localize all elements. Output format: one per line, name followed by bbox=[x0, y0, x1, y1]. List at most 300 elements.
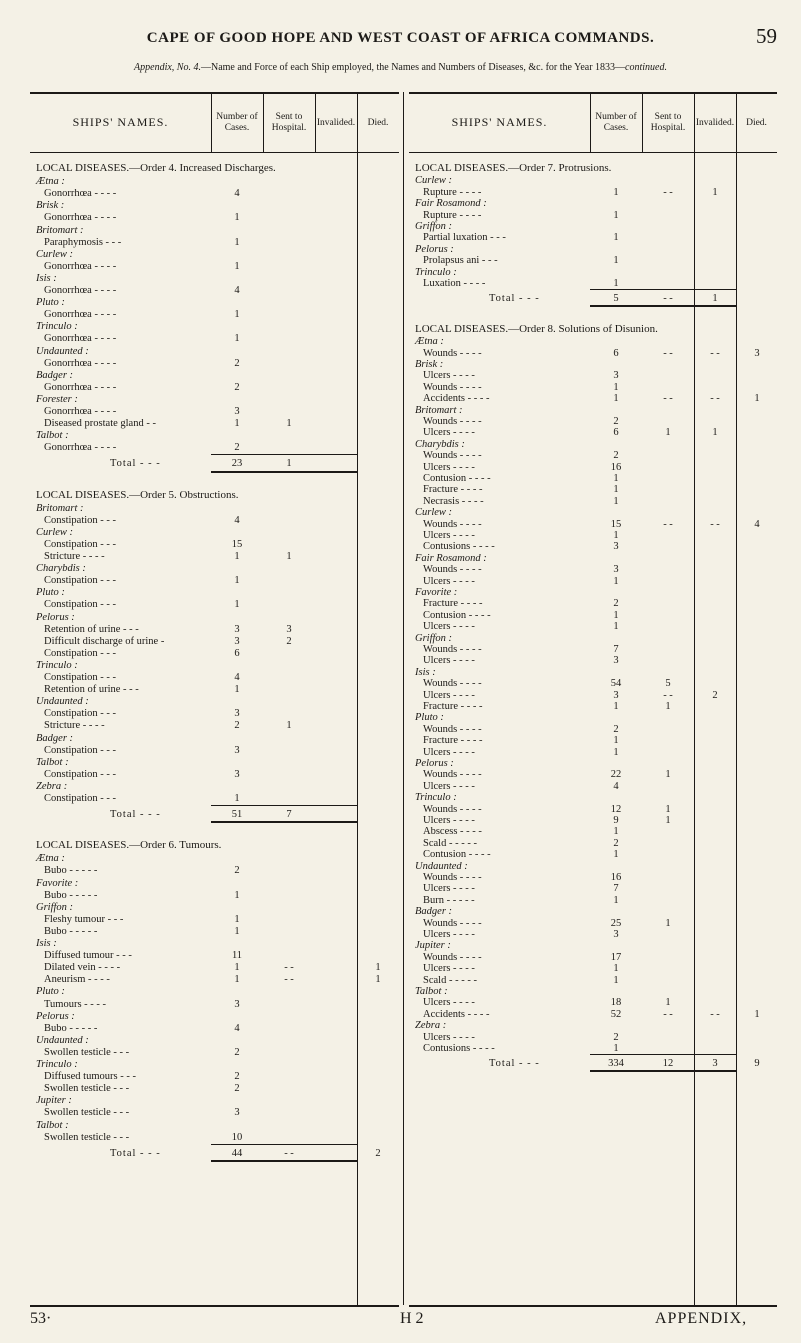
cases-value: 7 bbox=[613, 883, 619, 895]
invalided-value: - - bbox=[710, 347, 720, 359]
section-heading: LOCAL DISEASES.—Order 7. Protrusions. bbox=[415, 162, 612, 174]
cases-value: 2 bbox=[613, 1031, 619, 1043]
disease-label: Ulcers - - - - bbox=[423, 427, 475, 439]
disease-label: Wounds - - - - bbox=[423, 416, 482, 427]
hospital-header: Sent to Hospital. bbox=[263, 94, 315, 153]
disease-label: Retention of urine - - - bbox=[44, 623, 139, 635]
cases-value: 1 bbox=[613, 701, 619, 712]
cases-value: 1 bbox=[613, 735, 619, 747]
disease-label: Ulcers - - - - bbox=[423, 655, 475, 667]
ship-name: Fair Rosamond : bbox=[415, 198, 487, 210]
died-value: 1 bbox=[375, 962, 381, 974]
ship-name: Trinculo : bbox=[415, 266, 457, 278]
ship-name: Charybdis : bbox=[36, 563, 86, 575]
cases-value: 1 bbox=[234, 551, 240, 562]
disease-label: Wounds - - - - bbox=[423, 917, 482, 929]
died-value: 1 bbox=[754, 393, 760, 405]
hospital-value: 1 bbox=[665, 803, 671, 815]
cases-value: 1 bbox=[613, 209, 619, 221]
disease-label: Ulcers - - - - bbox=[423, 929, 475, 940]
invalided-value: - - bbox=[710, 1008, 720, 1020]
disease-label: Wounds - - - - bbox=[423, 723, 482, 735]
cases-value: 3 bbox=[234, 768, 240, 780]
cases-value: 15 bbox=[610, 518, 622, 530]
disease-label: Swollen testicle - - - bbox=[44, 1046, 130, 1058]
total-cases: 334 bbox=[608, 1058, 624, 1070]
cases-value: 4 bbox=[234, 514, 240, 526]
cases-value: 3 bbox=[234, 623, 240, 635]
disease-label: Diffused tumour - - - bbox=[44, 950, 132, 962]
disease-label: Accidents - - - - bbox=[423, 1008, 490, 1020]
ship-name: Griffon : bbox=[415, 221, 453, 232]
disease-label: Rupture - - - - bbox=[423, 209, 482, 221]
total-invalided: 1 bbox=[712, 293, 718, 305]
ships-header-right: SHIPS' NAMES. bbox=[409, 94, 590, 153]
ship-name: Griffon : bbox=[36, 901, 74, 913]
ship-name: Talbot : bbox=[36, 430, 69, 442]
disease-label: Bubo - - - - - bbox=[44, 1022, 98, 1034]
died-value: 1 bbox=[375, 974, 381, 986]
cases-value: 2 bbox=[613, 837, 619, 849]
cases-value: 2 bbox=[613, 598, 619, 610]
cases-value: 1 bbox=[613, 621, 619, 633]
hospital-value: - - bbox=[284, 962, 294, 974]
total-cases: 5 bbox=[613, 293, 619, 305]
ship-name: Undaunted : bbox=[36, 345, 89, 357]
ship-name: Pelorus : bbox=[415, 243, 454, 255]
disease-label: Ulcers - - - - bbox=[423, 530, 475, 541]
cases-value: 3 bbox=[613, 929, 619, 940]
invalided-value: - - bbox=[710, 518, 720, 530]
ship-name: Pelorus : bbox=[36, 1010, 75, 1022]
total-rule bbox=[590, 289, 736, 290]
cases-value: 2 bbox=[234, 1046, 240, 1058]
disease-label: Ulcers - - - - bbox=[423, 746, 475, 758]
cases-value: 1 bbox=[234, 418, 240, 430]
disease-label: Stricture - - - - bbox=[44, 720, 105, 732]
disease-label: Gonorrhœa - - - - bbox=[44, 381, 117, 393]
ship-name: Brisk : bbox=[415, 359, 444, 370]
died-value: 1 bbox=[754, 1008, 760, 1020]
invalided-header: Invalided. bbox=[315, 94, 357, 153]
hospital-value: - - bbox=[663, 186, 673, 198]
ship-name: Pluto : bbox=[36, 986, 65, 998]
ship-name: Pluto : bbox=[36, 297, 65, 309]
disease-label: Constipation - - - bbox=[44, 708, 117, 720]
invalided-value: 2 bbox=[712, 689, 718, 701]
cases-value: 2 bbox=[613, 450, 619, 462]
total-died: 9 bbox=[754, 1058, 760, 1070]
total-rule bbox=[211, 805, 357, 806]
disease-label: Dilated vein - - - - bbox=[44, 962, 121, 974]
disease-label: Fracture - - - - bbox=[423, 598, 483, 610]
disease-label: Tumours - - - - bbox=[44, 998, 107, 1010]
section-rule bbox=[211, 471, 357, 473]
disease-label: Wounds - - - - bbox=[423, 803, 482, 815]
ship-name: Charybdis : bbox=[415, 438, 465, 450]
ship-name: Trinculo : bbox=[36, 1059, 78, 1070]
ship-name: Isis : bbox=[415, 666, 436, 678]
total-invalided: 3 bbox=[712, 1058, 718, 1070]
disease-label: Fleshy tumour - - - bbox=[44, 913, 124, 925]
cases-value: 2 bbox=[234, 720, 240, 732]
disease-label: Fracture - - - - bbox=[423, 484, 483, 496]
disease-label: Gonorrhœa - - - - bbox=[44, 260, 117, 272]
died-header: Died. bbox=[357, 94, 399, 153]
ship-name: Pelorus : bbox=[415, 758, 454, 769]
ship-name: Britomart : bbox=[36, 224, 84, 236]
disease-label: Contusion - - - - bbox=[423, 609, 491, 621]
disease-label: Contusion - - - - bbox=[423, 849, 491, 861]
disease-label: Constipation - - - bbox=[44, 647, 117, 659]
cases-value: 54 bbox=[610, 678, 622, 690]
cases-header-right: Number of Cases. bbox=[590, 94, 642, 153]
disease-label: Gonorrhœa - - - - bbox=[44, 309, 117, 321]
disease-label: Contusions - - - - bbox=[423, 541, 495, 553]
disease-label: Ulcers - - - - bbox=[423, 461, 475, 473]
cases-value: 1 bbox=[234, 925, 240, 937]
cases-value: 3 bbox=[613, 564, 619, 576]
disease-label: Gonorrhœa - - - - bbox=[44, 285, 117, 296]
ship-name: Isis : bbox=[36, 272, 57, 284]
disease-label: Retention of urine - - - bbox=[44, 684, 139, 696]
disease-label: Partial luxation - - - bbox=[423, 232, 506, 244]
disease-label: Constipation - - - bbox=[44, 538, 117, 550]
disease-label: Aneurism - - - - bbox=[44, 974, 110, 986]
disease-label: Ulcers - - - - bbox=[423, 815, 475, 826]
cases-value: 4 bbox=[234, 1022, 240, 1034]
invalided-value: 1 bbox=[712, 427, 718, 439]
cases-value: 6 bbox=[234, 647, 240, 659]
disease-label: Constipation - - - bbox=[44, 793, 117, 804]
left-table bbox=[30, 92, 399, 1307]
cases-value: 16 bbox=[610, 872, 622, 883]
right-table bbox=[409, 92, 777, 1307]
cases-value: 1 bbox=[613, 381, 619, 393]
disease-label: Wounds - - - - bbox=[423, 769, 482, 781]
ship-name: Curlew : bbox=[36, 248, 74, 260]
section-rule bbox=[590, 305, 736, 307]
hospital-value: 2 bbox=[286, 635, 292, 647]
cases-value: 1 bbox=[234, 974, 240, 986]
hospital-value: - - bbox=[284, 974, 294, 986]
cases-value: 1 bbox=[613, 186, 619, 198]
disease-label: Difficult discharge of urine - bbox=[44, 635, 165, 647]
cases-value: 2 bbox=[234, 442, 240, 454]
cases-value: 1 bbox=[234, 962, 240, 974]
cases-value: 11 bbox=[231, 950, 243, 962]
cases-value: 1 bbox=[613, 393, 619, 405]
disease-label: Constipation - - - bbox=[44, 744, 117, 756]
disease-label: Wounds - - - - bbox=[423, 381, 482, 393]
ship-name: Trinculo : bbox=[36, 321, 78, 333]
cases-value: 4 bbox=[234, 188, 240, 200]
cases-value: 10 bbox=[231, 1131, 243, 1143]
cases-value: 3 bbox=[613, 689, 619, 701]
disease-label: Wounds - - - - bbox=[423, 644, 482, 655]
hospital-value: 1 bbox=[665, 427, 671, 439]
disease-label: Necrasis - - - - bbox=[423, 495, 484, 507]
cases-value: 1 bbox=[613, 963, 619, 975]
cases-value: 25 bbox=[610, 917, 622, 929]
ship-name: Britomart : bbox=[36, 502, 84, 514]
ship-name: Curlew : bbox=[415, 507, 453, 519]
page-number: 59 bbox=[756, 24, 777, 48]
disease-label: Abscess - - - - bbox=[423, 826, 482, 838]
ship-name: Talbot : bbox=[36, 1119, 69, 1131]
total-hospital: - - bbox=[663, 293, 673, 305]
cases-value: 22 bbox=[610, 769, 622, 781]
cases-value: 1 bbox=[613, 473, 619, 484]
section-heading: LOCAL DISEASES.—Order 4. Increased Discharges. bbox=[36, 162, 276, 174]
disease-label: Gonorrhœa - - - - bbox=[44, 357, 117, 369]
cases-value: 1 bbox=[613, 849, 619, 861]
cases-value: 1 bbox=[613, 894, 619, 906]
invalided-value: 1 bbox=[712, 186, 718, 198]
disease-label: Wounds - - - - bbox=[423, 564, 482, 576]
section-heading: LOCAL DISEASES.—Order 6. Tumours. bbox=[36, 839, 222, 852]
disease-label: Ulcers - - - - bbox=[423, 883, 475, 895]
total-hospital: 7 bbox=[286, 809, 292, 821]
ship-name: Pelorus : bbox=[36, 611, 75, 623]
disease-label: Luxation - - - - bbox=[423, 278, 486, 289]
ship-name: Badger : bbox=[36, 369, 74, 381]
ship-name: Talbot : bbox=[415, 986, 448, 997]
cases-value: 4 bbox=[613, 780, 619, 792]
died-value: 3 bbox=[754, 347, 760, 359]
cases-value: 1 bbox=[234, 309, 240, 321]
disease-label: Gonorrhœa - - - - bbox=[44, 188, 117, 200]
disease-label: Wounds - - - - bbox=[423, 450, 482, 462]
cases-value: 2 bbox=[234, 381, 240, 393]
ship-name: Pluto : bbox=[36, 587, 65, 599]
died-value: 4 bbox=[754, 518, 760, 530]
disease-label: Swollen testicle - - - bbox=[44, 1131, 130, 1143]
hospital-header-right: Sent to Hospital. bbox=[642, 94, 694, 153]
cases-value: 1 bbox=[613, 495, 619, 507]
cases-value: 2 bbox=[234, 1083, 240, 1095]
disease-label: Constipation - - - bbox=[44, 768, 117, 780]
cases-value: 52 bbox=[610, 1008, 622, 1020]
hospital-value: 1 bbox=[665, 701, 671, 712]
disease-label: Bubo - - - - - bbox=[44, 925, 98, 937]
ship-name: Undaunted : bbox=[415, 860, 468, 872]
total-label: Total - - - bbox=[110, 809, 161, 821]
disease-label: Constipation - - - bbox=[44, 672, 117, 683]
disease-label: Contusions - - - - bbox=[423, 1043, 495, 1054]
hospital-value: - - bbox=[663, 393, 673, 405]
ship-name: Griffon : bbox=[415, 632, 453, 644]
disease-label: Ulcers - - - - bbox=[423, 1031, 475, 1043]
hospital-value: 1 bbox=[665, 815, 671, 826]
disease-label: Constipation - - - bbox=[44, 514, 117, 526]
cases-value: 15 bbox=[231, 538, 243, 550]
section-rule bbox=[590, 1070, 736, 1072]
cases-value: 1 bbox=[234, 913, 240, 925]
disease-label: Gonorrhœa - - - - bbox=[44, 406, 117, 417]
cases-value: 1 bbox=[234, 793, 240, 804]
cases-value: 3 bbox=[613, 541, 619, 553]
ship-name: Britomart : bbox=[415, 404, 463, 416]
cases-value: 1 bbox=[234, 333, 240, 345]
disease-label: Contusion - - - - bbox=[423, 473, 491, 484]
total-died: 2 bbox=[375, 1147, 381, 1159]
cases-value: 1 bbox=[613, 278, 619, 289]
disease-label: Burn - - - - - bbox=[423, 894, 475, 906]
caption-prefix: Appendix, No. 4. bbox=[134, 62, 201, 73]
ship-name: Pluto : bbox=[415, 712, 444, 724]
cases-value: 18 bbox=[610, 997, 622, 1009]
disease-label: Wounds - - - - bbox=[423, 678, 482, 690]
disease-label: Wounds - - - - bbox=[423, 872, 482, 883]
total-cases: 44 bbox=[231, 1147, 243, 1159]
disease-label: Swollen testicle - - - bbox=[44, 1083, 130, 1095]
disease-label: Stricture - - - - bbox=[44, 551, 105, 562]
footer-center: H 2 bbox=[400, 1310, 424, 1327]
cases-value: 2 bbox=[613, 723, 619, 735]
hospital-value: - - bbox=[663, 1008, 673, 1020]
ship-name: Favorite : bbox=[415, 587, 458, 598]
hospital-value: 3 bbox=[286, 623, 292, 635]
disease-label: Wounds - - - - bbox=[423, 518, 482, 530]
caption-main: —Name and Force of each Ship employed, the Names and Numbers of Diseases, &c. for the Year 1833— bbox=[200, 62, 626, 73]
ship-name: Forester : bbox=[36, 393, 78, 405]
disease-label: Rupture - - - - bbox=[423, 186, 482, 198]
page-title: CAPE OF GOOD HOPE AND WEST COAST OF AFRICA COMMANDS. bbox=[146, 30, 655, 46]
cases-value: 1 bbox=[234, 236, 240, 248]
total-label: Total - - - bbox=[489, 1058, 540, 1070]
ship-name: Ætna : bbox=[36, 176, 65, 188]
total-cases: 23 bbox=[231, 458, 243, 470]
section-rule bbox=[211, 821, 357, 823]
cases-value: 1 bbox=[613, 255, 619, 267]
disease-label: Ulcers - - - - bbox=[423, 575, 475, 587]
total-rule bbox=[590, 1054, 736, 1055]
disease-label: Constipation - - - bbox=[44, 575, 117, 587]
cases-value: 2 bbox=[234, 1071, 240, 1083]
cases-value: 1 bbox=[234, 575, 240, 587]
hospital-value: 1 bbox=[286, 720, 292, 732]
ship-name: Badger : bbox=[36, 732, 74, 744]
died-header-right: Died. bbox=[736, 94, 777, 153]
cases-value: 12 bbox=[610, 803, 622, 815]
cases-value: 1 bbox=[613, 974, 619, 986]
disease-label: Ulcers - - - - bbox=[423, 689, 475, 701]
cases-value: 3 bbox=[234, 998, 240, 1010]
section-heading: LOCAL DISEASES.—Order 8. Solutions of Disunion. bbox=[415, 322, 658, 335]
cases-value: 1 bbox=[234, 889, 240, 901]
cases-value: 3 bbox=[234, 708, 240, 720]
ship-name: Talbot : bbox=[36, 756, 69, 768]
cases-value: 3 bbox=[234, 635, 240, 647]
ships-header: SHIPS' NAMES. bbox=[30, 94, 211, 153]
section-heading: LOCAL DISEASES.—Order 5. Obstructions. bbox=[36, 488, 239, 501]
ship-name: Zebra : bbox=[415, 1020, 447, 1032]
disease-label: Bubo - - - - - bbox=[44, 865, 98, 877]
cases-value: 1 bbox=[613, 746, 619, 758]
cases-value: 2 bbox=[613, 416, 619, 427]
ship-name: Jupiter : bbox=[36, 1095, 72, 1107]
cases-value: 1 bbox=[613, 484, 619, 496]
disease-label: Gonorrhœa - - - - bbox=[44, 212, 117, 224]
total-hospital: 12 bbox=[662, 1058, 674, 1070]
disease-label: Gonorrhœa - - - - bbox=[44, 333, 117, 345]
invalided-header-right: Invalided. bbox=[694, 94, 736, 153]
ship-name: Fair Rosamond : bbox=[415, 552, 487, 564]
total-rule bbox=[211, 454, 357, 455]
cases-value: 1 bbox=[613, 826, 619, 838]
ship-name: Trinculo : bbox=[36, 659, 78, 671]
ship-name: Zebra : bbox=[36, 780, 68, 792]
disease-label: Accidents - - - - bbox=[423, 393, 490, 405]
disease-label: Wounds - - - - bbox=[423, 347, 482, 359]
cases-value: 17 bbox=[610, 951, 622, 963]
total-label: Total - - - bbox=[110, 1147, 161, 1159]
ship-name: Badger : bbox=[415, 906, 453, 918]
cases-value: 1 bbox=[613, 530, 619, 541]
disease-label: Constipation - - - bbox=[44, 599, 117, 611]
cases-value: 9 bbox=[613, 815, 619, 826]
disease-label: Ulcers - - - - bbox=[423, 621, 475, 633]
cases-value: 3 bbox=[234, 1107, 240, 1119]
cases-header: Number of Cases. bbox=[211, 94, 263, 153]
cases-value: 2 bbox=[234, 865, 240, 877]
table-caption bbox=[0, 62, 801, 73]
total-label: Total - - - bbox=[110, 458, 161, 470]
ship-name: Ætna : bbox=[36, 853, 65, 865]
cases-value: 1 bbox=[234, 684, 240, 696]
cases-value: 2 bbox=[234, 357, 240, 369]
disease-label: Ulcers - - - - bbox=[423, 370, 475, 382]
hospital-value: 1 bbox=[286, 418, 292, 430]
ship-name: Favorite : bbox=[36, 877, 79, 889]
hospital-value: 5 bbox=[665, 678, 671, 690]
total-cases: 51 bbox=[231, 809, 243, 821]
disease-label: Bubo - - - - - bbox=[44, 889, 98, 901]
ship-name: Ætna : bbox=[415, 336, 444, 348]
hospital-value: 1 bbox=[286, 551, 292, 562]
cases-value: 6 bbox=[613, 427, 619, 439]
ship-name: Trinculo : bbox=[415, 792, 457, 804]
disease-label: Wounds - - - - bbox=[423, 951, 482, 963]
disease-label: Fracture - - - - bbox=[423, 735, 483, 747]
hospital-value: 1 bbox=[665, 917, 671, 929]
ship-name: Undaunted : bbox=[36, 696, 89, 708]
cases-value: 4 bbox=[234, 285, 240, 296]
caption-continued: continued. bbox=[625, 62, 667, 73]
cases-value: 16 bbox=[610, 461, 622, 473]
section-rule bbox=[211, 1160, 357, 1162]
hospital-value: - - bbox=[663, 518, 673, 530]
disease-label: Gonorrhœa - - - - bbox=[44, 442, 117, 454]
cases-value: 3 bbox=[613, 655, 619, 667]
disease-label: Diffused tumours - - - bbox=[44, 1071, 136, 1083]
cases-value: 1 bbox=[613, 609, 619, 621]
disease-label: Ulcers - - - - bbox=[423, 963, 475, 975]
total-rule bbox=[211, 1144, 357, 1145]
cases-value: 3 bbox=[234, 406, 240, 417]
ship-name: Isis : bbox=[36, 938, 57, 949]
cases-value: 3 bbox=[613, 370, 619, 382]
footer-left: 53· bbox=[30, 1310, 52, 1327]
invalided-value: - - bbox=[710, 393, 720, 405]
total-label: Total - - - bbox=[489, 293, 540, 305]
disease-label: Paraphymosis - - - bbox=[44, 236, 122, 248]
disease-label: Diseased prostate gland - - bbox=[44, 418, 156, 430]
disease-label: Scald - - - - - bbox=[423, 974, 477, 986]
ship-name: Curlew : bbox=[36, 526, 74, 538]
ship-name: Jupiter : bbox=[415, 940, 451, 952]
